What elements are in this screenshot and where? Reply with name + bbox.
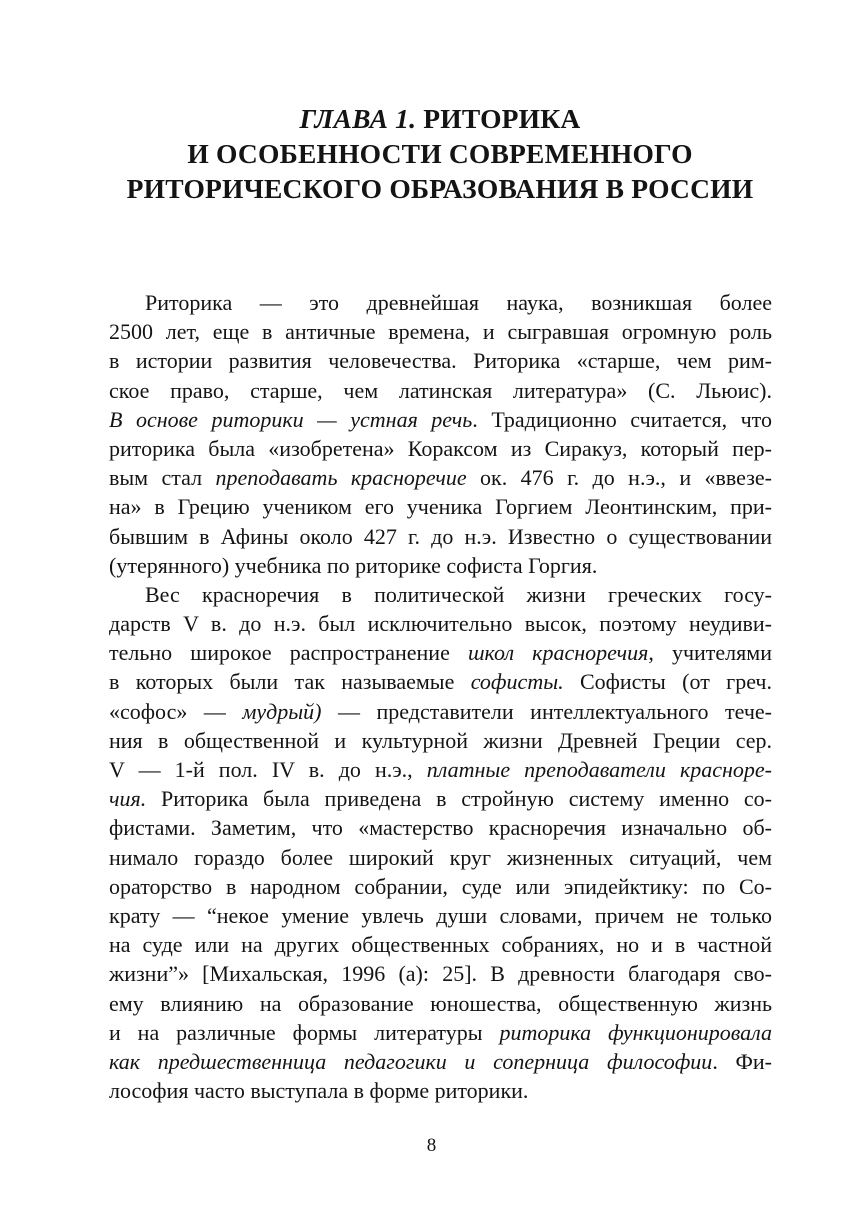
text-line: Вес красноречия в политической жизни греческих госу-: [145, 581, 772, 607]
text-line: 2500 лет, еще в античные времена, и сыгравшая огромную роль: [109, 319, 772, 345]
chapter-title-line-2: И ОСОБЕННОСТИ СОВРЕМЕННОГО: [187, 138, 693, 169]
italic-emphasis: риторика функционировала: [499, 1019, 772, 1045]
text-line: бывшим в Афины около 427 г. до н.э. Известно о существовании: [109, 523, 772, 549]
text-line: [109, 755, 772, 784]
text-line: [109, 1018, 772, 1047]
text-line: крату — “некое умение увлечь души словами, причем не только: [109, 902, 772, 928]
text-run: . Фи-: [712, 1048, 772, 1074]
text-line: на» в Грецию учеником его ученика Горгием Леонтинским, при-: [109, 494, 772, 520]
text-line: Риторика — это древнейшая наука, возникшая более: [145, 290, 772, 315]
text-line: нимало гораздо более широкий круг жизненных ситуаций, чем: [109, 844, 772, 870]
text-line: ское право, старше, чем латинская литература» (С. Льюис).: [109, 377, 772, 403]
italic-emphasis: как предшественница педагогики и соперница философии: [109, 1048, 713, 1074]
text-run: Риторика была приведена в стройную систему именно со-: [146, 786, 772, 812]
chapter-title-word: РИТОРИКА: [423, 103, 581, 134]
text-line: [109, 784, 772, 813]
italic-emphasis: преподавать красноречие: [215, 465, 467, 491]
page-number: 8: [426, 1135, 437, 1156]
italic-emphasis: школ красноречия: [467, 640, 649, 666]
text-line: [109, 405, 772, 434]
text-line: (утерянного) учебника по риторике софиста Горгия.: [109, 552, 598, 578]
text-line: ему влиянию на образование юношества, общественную жизнь: [109, 990, 772, 1016]
italic-emphasis: чия.: [109, 786, 147, 812]
text-line: в истории развития человечества. Риторика «старше, чем рим-: [109, 348, 772, 374]
text-line: [109, 667, 772, 696]
text-run: ок. 476 г. до н.э., и «ввезе-: [466, 465, 772, 491]
text-run: . Традиционно считается, что: [472, 406, 772, 432]
text-line: [109, 1047, 772, 1076]
paragraph-1: [109, 288, 772, 580]
text-run: , учителями: [648, 640, 772, 666]
italic-emphasis: мудрый): [242, 698, 322, 724]
paragraph-2: [109, 580, 772, 1105]
text-line: ораторство в народном собрании, суде или эпидейктику: по Со-: [109, 873, 772, 899]
text-line: [109, 697, 772, 726]
text-run: — представители интеллектуального тече-: [321, 698, 772, 724]
italic-emphasis: платные преподаватели красноре-: [426, 757, 773, 782]
text-run: тельно широкое распространение: [109, 640, 468, 666]
text-line: [109, 463, 772, 492]
chapter-label: ГЛАВА 1.: [299, 103, 417, 134]
text-line: риторика была «изобретена» Кораксом из Сиракуз, который пер-: [109, 435, 772, 461]
text-run: V — 1-й пол. IV в. до н.э.,: [109, 757, 427, 782]
chapter-title: [80, 101, 800, 206]
body-text: [109, 288, 772, 1105]
chapter-title-line-1: [80, 101, 800, 136]
text-line: лософия часто выступала в форме риторики.: [109, 1078, 529, 1104]
text-run: вым стал: [109, 465, 216, 491]
text-line: ния в общественной и культурной жизни Древней Греции сер.: [109, 727, 772, 753]
text-run: в которых были так называемые: [109, 669, 471, 695]
chapter-title-line-3: РИТОРИЧЕСКОГО ОБРАЗОВАНИЯ В РОССИИ: [126, 173, 754, 204]
text-line: [109, 638, 772, 667]
text-line: жизни”» [Михальская, 1996 (а): 25]. В древности благодаря сво-: [109, 961, 772, 987]
italic-emphasis: В основе риторики — устная речь: [109, 406, 473, 432]
text-line: фистами. Заметим, что «мастерство красноречия изначально об-: [109, 815, 772, 841]
text-line: на суде или на других общественных собраниях, но и в частной: [109, 932, 772, 958]
italic-emphasis: софисты.: [470, 669, 564, 695]
text-run: Софисты (от греч.: [563, 669, 772, 695]
text-line: дарств V в. до н.э. был исключительно высок, поэтому неудиви-: [109, 611, 772, 637]
text-run: и на различные формы литературы: [109, 1019, 500, 1045]
text-run: «софос» —: [109, 698, 243, 724]
